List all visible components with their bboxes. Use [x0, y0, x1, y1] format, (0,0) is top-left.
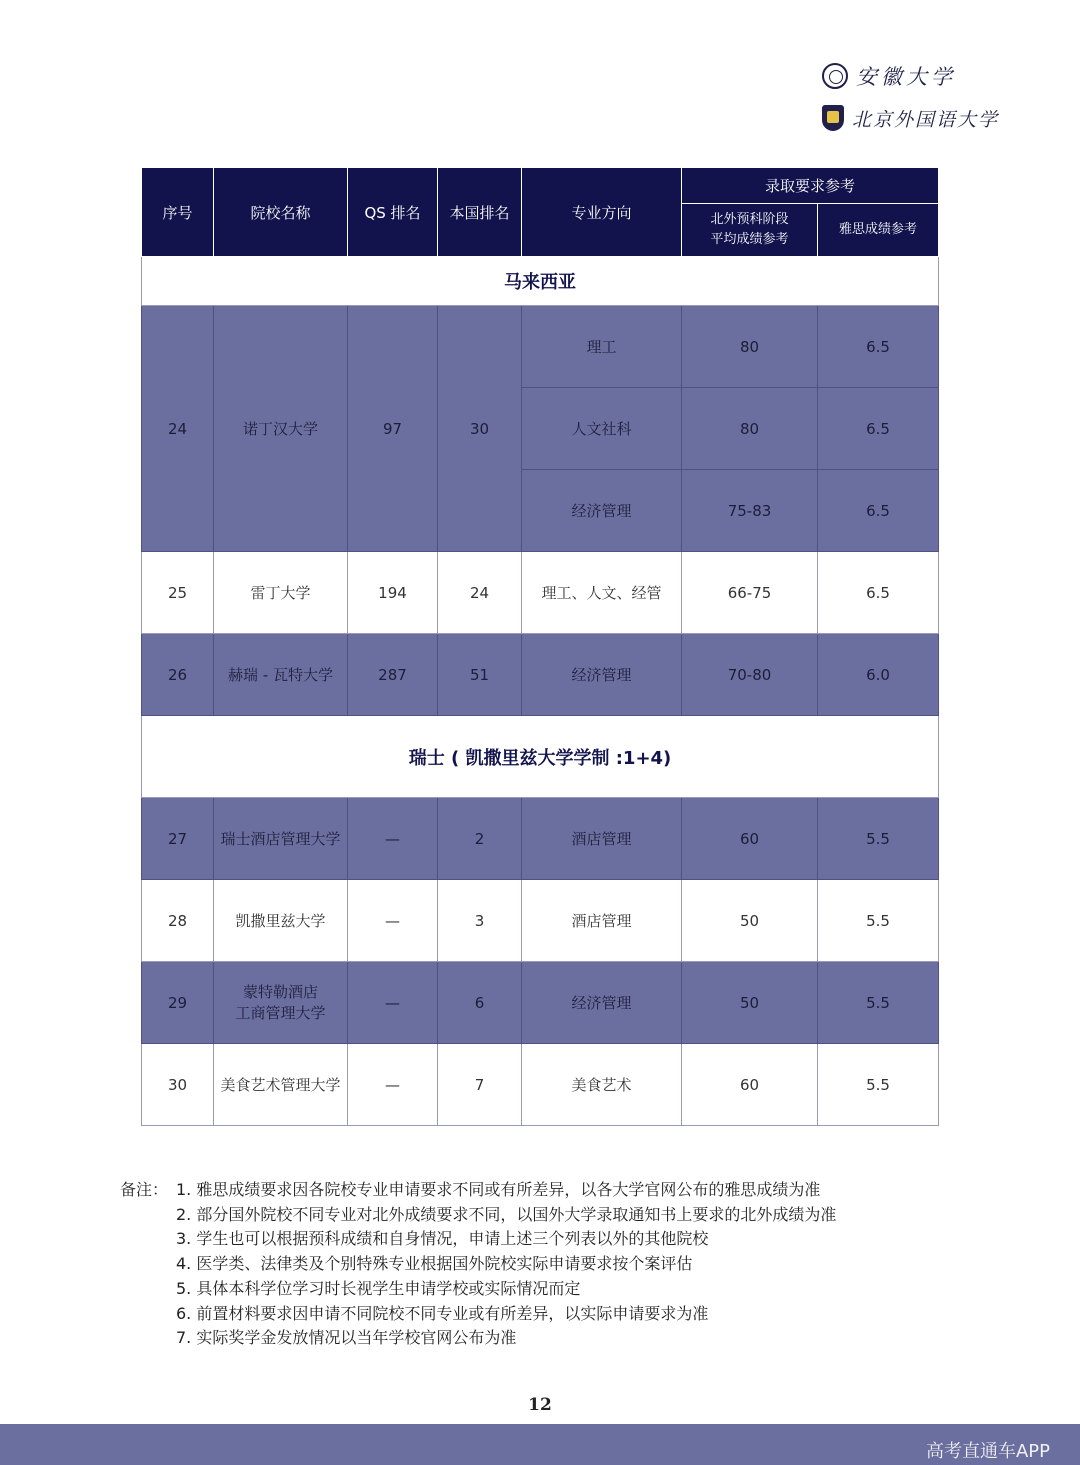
note-item	[120, 1203, 836, 1228]
cell-national: 24	[438, 552, 522, 634]
table-row	[142, 880, 939, 962]
cell-seq: 25	[142, 552, 214, 634]
cell-school	[214, 962, 348, 1044]
note-text: 5. 具体本科学位学习时长视学生申请学校或实际情况而定	[176, 1278, 581, 1298]
bfsu-logo-text: 北京外国语大学	[852, 108, 1000, 131]
cell-major: 理工、人文、经管	[522, 552, 682, 634]
table-row	[142, 306, 939, 388]
cell-national: 2	[438, 798, 522, 880]
cell-major: 美食艺术	[522, 1044, 682, 1126]
header-national: 本国排名	[438, 168, 522, 257]
cell-major: 酒店管理	[522, 880, 682, 962]
header-school: 院校名称	[214, 168, 348, 257]
section-title-malaysia: 马来西亚	[142, 257, 939, 306]
note-text: 2. 部分国外院校不同专业对北外成绩要求不同，以国外大学录取通知书上要求的北外成绩为准	[176, 1204, 837, 1224]
cell-school: 凯撒里兹大学	[214, 880, 348, 962]
cell-seq: 26	[142, 634, 214, 716]
cell-national: 3	[438, 880, 522, 962]
cell-ielts: 6.5	[818, 470, 939, 552]
bfsu-logo	[822, 100, 1000, 136]
note-text: 4. 医学类、法律类及个别特殊专业根据国外院校实际申请要求按个案评估	[176, 1254, 693, 1274]
cell-score: 75-83	[682, 470, 818, 552]
footer-bar	[0, 1424, 1080, 1465]
admission-table	[141, 167, 938, 1126]
cell-qs: 97	[348, 306, 438, 552]
cell-qs: —	[348, 1044, 438, 1126]
note-item	[120, 1326, 836, 1351]
cell-national: 7	[438, 1044, 522, 1126]
cell-score: 50	[682, 880, 818, 962]
notes-block	[120, 1178, 836, 1351]
ahu-seal-icon	[822, 63, 848, 89]
cell-major: 经济管理	[522, 470, 682, 552]
bfsu-crest-icon	[822, 105, 844, 131]
note-item	[120, 1252, 836, 1277]
cell-school-line1: 蒙特勒酒店	[242, 982, 318, 1001]
cell-ielts: 6.5	[818, 306, 939, 388]
cell-seq: 30	[142, 1044, 214, 1126]
cell-score: 60	[682, 1044, 818, 1126]
cell-school: 诺丁汉大学	[214, 306, 348, 552]
note-item	[120, 1277, 836, 1302]
cell-major: 理工	[522, 306, 682, 388]
cell-ielts: 5.5	[818, 880, 939, 962]
header-major: 专业方向	[522, 168, 682, 257]
cell-score: 70-80	[682, 634, 818, 716]
header-requirements: 录取要求参考	[682, 168, 939, 204]
cell-qs: 287	[348, 634, 438, 716]
notes-label: 备注：	[120, 1180, 169, 1199]
cell-major: 经济管理	[522, 634, 682, 716]
cell-national: 6	[438, 962, 522, 1044]
cell-ielts: 5.5	[818, 962, 939, 1044]
cell-seq: 28	[142, 880, 214, 962]
cell-major: 经济管理	[522, 962, 682, 1044]
cell-score: 50	[682, 962, 818, 1044]
watermark: 高考直通车APP	[925, 1441, 1050, 1462]
table-row	[142, 798, 939, 880]
header-bfsu-score-line2: 平均成绩参考	[710, 232, 789, 247]
cell-score: 80	[682, 388, 818, 470]
cell-seq: 24	[142, 306, 214, 552]
cell-school: 美食艺术管理大学	[214, 1044, 348, 1126]
cell-major: 酒店管理	[522, 798, 682, 880]
cell-major: 人文社科	[522, 388, 682, 470]
cell-score: 60	[682, 798, 818, 880]
cell-seq: 27	[142, 798, 214, 880]
header-ielts: 雅思成绩参考	[818, 204, 939, 257]
ahu-logo-text: 安徽大学	[856, 65, 956, 89]
ahu-logo	[822, 58, 992, 94]
note-item	[120, 1178, 836, 1203]
cell-national: 51	[438, 634, 522, 716]
cell-seq: 29	[142, 962, 214, 1044]
cell-school: 瑞士酒店管理大学	[214, 798, 348, 880]
note-text: 7. 实际奖学金发放情况以当年学校官网公布为准	[176, 1328, 517, 1348]
cell-school-line2: 工商管理大学	[235, 1003, 326, 1022]
cell-ielts: 6.5	[818, 552, 939, 634]
note-text: 6. 前置材料要求因申请不同院校不同专业或有所差异，以实际申请要求为准	[176, 1303, 709, 1323]
note-item	[120, 1227, 836, 1252]
header-seq: 序号	[142, 168, 214, 257]
cell-school: 赫瑞 - 瓦特大学	[214, 634, 348, 716]
note-text: 1. 雅思成绩要求因各院校专业申请要求不同或有所差异，以各大学官网公布的雅思成绩为准	[176, 1180, 821, 1199]
table-row	[142, 634, 939, 716]
cell-qs: —	[348, 798, 438, 880]
cell-ielts: 5.5	[818, 798, 939, 880]
table-row	[142, 1044, 939, 1126]
table-row	[142, 552, 939, 634]
university-logos	[822, 58, 1000, 142]
section-title-switzerland: 瑞士 ( 凯撒里兹大学学制 :1+4)	[142, 716, 939, 798]
cell-qs: 194	[348, 552, 438, 634]
page-number: 12	[528, 1395, 552, 1415]
cell-qs: —	[348, 962, 438, 1044]
header-bfsu-score	[682, 204, 818, 257]
cell-ielts: 6.5	[818, 388, 939, 470]
cell-school: 雷丁大学	[214, 552, 348, 634]
cell-national: 30	[438, 306, 522, 552]
cell-ielts: 5.5	[818, 1044, 939, 1126]
note-text: 3. 学生也可以根据预科成绩和自身情况，申请上述三个列表以外的其他院校	[176, 1229, 709, 1249]
cell-ielts: 6.0	[818, 634, 939, 716]
table-row	[142, 962, 939, 1044]
cell-score: 66-75	[682, 552, 818, 634]
header-bfsu-score-line1: 北外预科阶段	[710, 212, 789, 227]
cell-score: 80	[682, 306, 818, 388]
note-item	[120, 1302, 836, 1327]
header-qs: QS 排名	[348, 168, 438, 257]
cell-qs: —	[348, 880, 438, 962]
